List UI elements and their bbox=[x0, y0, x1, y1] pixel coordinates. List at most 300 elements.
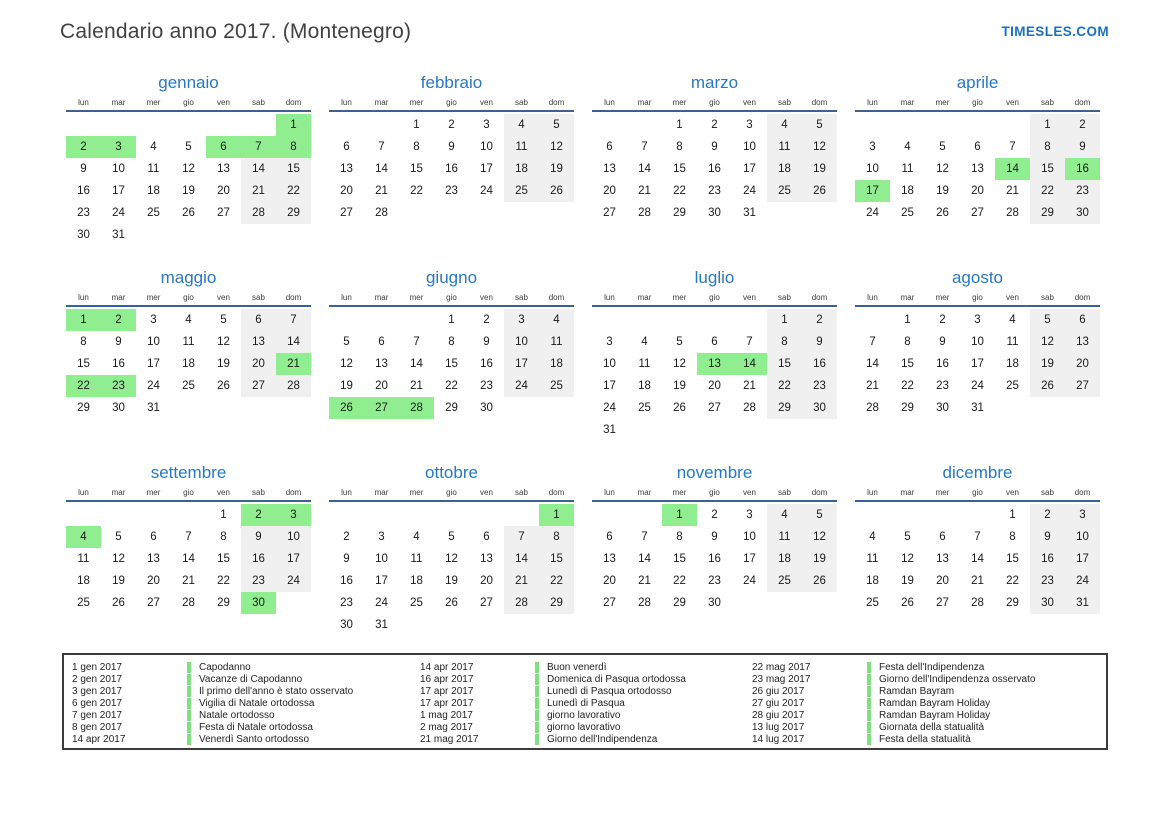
day-cell: 7 bbox=[641, 141, 648, 153]
weekday-label: ven bbox=[217, 293, 230, 302]
day-cell: 16 bbox=[445, 163, 458, 175]
day-cell: 17 bbox=[112, 185, 125, 197]
day-cell: 22 bbox=[1030, 180, 1065, 202]
weekday-label: mer bbox=[935, 488, 950, 497]
day-cell: 24 bbox=[147, 380, 160, 392]
weekday-label: mer bbox=[146, 293, 161, 302]
legend-date: 16 apr 2017 bbox=[420, 673, 474, 685]
day-cell: 31 bbox=[112, 229, 125, 241]
day-cell: 9 bbox=[483, 336, 490, 348]
day-cell: 31 bbox=[743, 207, 756, 219]
day-cell: 9 bbox=[939, 336, 946, 348]
weekday-label: lun bbox=[78, 293, 89, 302]
day-cell: 18 bbox=[539, 353, 574, 375]
empty-cell bbox=[364, 114, 399, 136]
empty-cell bbox=[592, 309, 627, 331]
weekday-label: mar bbox=[637, 293, 652, 302]
holiday-swatch-icon bbox=[867, 710, 871, 721]
day-cell: 29 bbox=[445, 402, 458, 414]
day-cell: 11 bbox=[182, 336, 195, 348]
empty-cell bbox=[627, 504, 662, 526]
day-cell: 4 bbox=[66, 526, 101, 548]
day-cell: 18 bbox=[410, 575, 423, 587]
day-cell: 4 bbox=[641, 336, 648, 348]
day-cell: 10 bbox=[276, 526, 311, 548]
day-cell: 18 bbox=[504, 158, 539, 180]
day-cell: 19 bbox=[217, 358, 230, 370]
day-cell: 20 bbox=[708, 380, 721, 392]
day-cell: 5 bbox=[1030, 309, 1065, 331]
weekday-label: ven bbox=[743, 98, 756, 107]
day-cell: 28 bbox=[276, 375, 311, 397]
holiday-swatch-icon bbox=[867, 722, 871, 733]
day-cell: 17 bbox=[971, 358, 984, 370]
day-cell: 22 bbox=[66, 375, 101, 397]
day-cell: 7 bbox=[974, 531, 981, 543]
day-cell: 13 bbox=[340, 163, 353, 175]
holiday-swatch-icon bbox=[187, 734, 191, 745]
day-cell: 15 bbox=[901, 358, 914, 370]
day-cell: 2 bbox=[711, 119, 718, 131]
month-settembre bbox=[66, 462, 311, 634]
empty-cell bbox=[592, 504, 627, 526]
weekday-label: ven bbox=[1006, 293, 1019, 302]
day-cell: 28 bbox=[182, 597, 195, 609]
day-cell: 4 bbox=[904, 141, 911, 153]
day-cell: 28 bbox=[638, 207, 651, 219]
day-cell: 16 bbox=[708, 553, 721, 565]
day-cell: 4 bbox=[1009, 314, 1016, 326]
holiday-swatch-icon bbox=[867, 686, 871, 697]
day-cell: 25 bbox=[767, 180, 802, 202]
legend-column bbox=[72, 660, 412, 746]
day-cell: 14 bbox=[241, 158, 276, 180]
holiday-swatch-icon bbox=[867, 662, 871, 673]
day-cell: 3 bbox=[974, 314, 981, 326]
day-cell: 13 bbox=[375, 358, 388, 370]
legend-holiday-name: Vacanze di Capodanno bbox=[199, 673, 303, 685]
weekday-label: gio bbox=[972, 98, 983, 107]
day-cell: 23 bbox=[708, 575, 721, 587]
weekday-label: dom bbox=[548, 98, 565, 107]
legend-item bbox=[72, 673, 412, 685]
empty-cell bbox=[697, 309, 732, 331]
day-cell: 4 bbox=[504, 114, 539, 136]
day-cell: 16 bbox=[708, 163, 721, 175]
day-cell: 15 bbox=[1030, 158, 1065, 180]
day-cell: 22 bbox=[673, 185, 686, 197]
day-cell: 12 bbox=[217, 336, 230, 348]
day-cell: 5 bbox=[676, 336, 683, 348]
holiday-swatch-icon bbox=[867, 698, 871, 709]
day-cell: 19 bbox=[901, 575, 914, 587]
day-cell: 27 bbox=[1065, 375, 1100, 397]
weekday-label: ven bbox=[480, 98, 493, 107]
weekday-label: sab bbox=[252, 98, 265, 107]
day-cell: 26 bbox=[182, 207, 195, 219]
day-cell: 3 bbox=[483, 119, 490, 131]
weekday-header-row bbox=[592, 488, 837, 502]
weekday-label: sab bbox=[778, 488, 791, 497]
days-grid bbox=[592, 309, 837, 441]
day-cell: 17 bbox=[147, 358, 160, 370]
weekday-label: sab bbox=[778, 293, 791, 302]
day-cell: 12 bbox=[802, 526, 837, 548]
holiday-swatch-icon bbox=[535, 710, 539, 721]
day-cell: 8 bbox=[1030, 136, 1065, 158]
weekday-label: dom bbox=[548, 488, 565, 497]
empty-cell bbox=[101, 114, 136, 136]
day-cell: 2 bbox=[939, 314, 946, 326]
legend-item bbox=[752, 673, 1098, 685]
empty-cell bbox=[171, 114, 206, 136]
day-cell: 1 bbox=[676, 119, 683, 131]
day-cell: 1 bbox=[767, 309, 802, 331]
empty-cell bbox=[136, 504, 171, 526]
day-cell: 23 bbox=[445, 185, 458, 197]
day-cell: 12 bbox=[539, 136, 574, 158]
empty-cell bbox=[364, 504, 399, 526]
legend-holiday-name: Giorno dell'Indipendenza bbox=[547, 733, 658, 745]
day-cell: 24 bbox=[480, 185, 493, 197]
day-cell: 13 bbox=[147, 553, 160, 565]
weekday-label: mer bbox=[409, 98, 424, 107]
day-cell: 22 bbox=[445, 380, 458, 392]
day-cell: 29 bbox=[77, 402, 90, 414]
legend-holiday-name: Lunedì di Pasqua ortodosso bbox=[547, 685, 672, 697]
legend-date: 14 lug 2017 bbox=[752, 733, 805, 745]
day-cell: 9 bbox=[802, 331, 837, 353]
day-cell: 31 bbox=[971, 402, 984, 414]
day-cell: 25 bbox=[77, 597, 90, 609]
weekday-header-row bbox=[855, 98, 1100, 112]
day-cell: 30 bbox=[708, 207, 721, 219]
day-cell: 24 bbox=[866, 207, 879, 219]
weekday-label: mer bbox=[672, 98, 687, 107]
day-cell: 1 bbox=[1030, 114, 1065, 136]
legend-item bbox=[752, 697, 1098, 709]
day-cell: 19 bbox=[112, 575, 125, 587]
day-cell: 6 bbox=[378, 336, 385, 348]
legend-holiday-name: giorno lavorativo bbox=[547, 721, 621, 733]
day-cell: 13 bbox=[936, 553, 949, 565]
day-cell: 25 bbox=[1006, 380, 1019, 392]
holiday-swatch-icon bbox=[535, 734, 539, 745]
legend-date: 2 gen 2017 bbox=[72, 673, 123, 685]
days-grid bbox=[855, 114, 1100, 224]
legend-holiday-name: Festa di Natale ortodossa bbox=[199, 721, 313, 733]
weekday-label: dom bbox=[285, 488, 302, 497]
empty-cell bbox=[627, 309, 662, 331]
day-cell: 13 bbox=[603, 553, 616, 565]
legend-date: 28 giu 2017 bbox=[752, 709, 805, 721]
day-cell: 20 bbox=[340, 185, 353, 197]
day-cell: 3 bbox=[1065, 504, 1100, 526]
day-cell: 29 bbox=[673, 597, 686, 609]
day-cell: 27 bbox=[936, 597, 949, 609]
day-cell: 8 bbox=[1009, 531, 1016, 543]
day-cell: 10 bbox=[375, 553, 388, 565]
day-cell: 25 bbox=[147, 207, 160, 219]
weekday-label: mer bbox=[146, 488, 161, 497]
legend-date: 17 apr 2017 bbox=[420, 685, 474, 697]
day-cell: 13 bbox=[697, 353, 732, 375]
day-cell: 29 bbox=[673, 207, 686, 219]
weekday-label: sab bbox=[515, 98, 528, 107]
weekday-label: sab bbox=[1041, 488, 1054, 497]
weekday-label: lun bbox=[867, 293, 878, 302]
weekday-header-row bbox=[66, 293, 311, 307]
weekday-label: gio bbox=[972, 293, 983, 302]
day-cell: 23 bbox=[480, 380, 493, 392]
weekday-label: sab bbox=[1041, 293, 1054, 302]
weekday-header-row bbox=[855, 293, 1100, 307]
day-cell: 26 bbox=[936, 207, 949, 219]
legend-item bbox=[72, 709, 412, 721]
day-cell: 27 bbox=[147, 597, 160, 609]
legend-column bbox=[420, 660, 744, 746]
day-cell: 17 bbox=[855, 180, 890, 202]
legend-date: 6 gen 2017 bbox=[72, 697, 123, 709]
day-cell: 13 bbox=[1065, 331, 1100, 353]
month-aprile bbox=[855, 72, 1100, 244]
legend-item bbox=[420, 733, 744, 745]
days-grid bbox=[329, 309, 574, 419]
day-cell: 18 bbox=[767, 548, 802, 570]
month-marzo bbox=[592, 72, 837, 244]
weekday-label: mer bbox=[409, 293, 424, 302]
day-cell: 29 bbox=[539, 592, 574, 614]
days-grid bbox=[855, 309, 1100, 419]
day-cell: 15 bbox=[410, 163, 423, 175]
day-cell: 16 bbox=[936, 358, 949, 370]
month-maggio bbox=[66, 267, 311, 439]
day-cell: 25 bbox=[638, 402, 651, 414]
weekday-label: mar bbox=[111, 293, 126, 302]
legend-item bbox=[752, 721, 1098, 733]
weekday-label: dom bbox=[548, 293, 565, 302]
day-cell: 15 bbox=[445, 358, 458, 370]
weekday-label: lun bbox=[867, 98, 878, 107]
legend-date: 14 apr 2017 bbox=[72, 733, 126, 745]
holiday-legend bbox=[62, 653, 1108, 750]
day-cell: 28 bbox=[638, 597, 651, 609]
day-cell: 7 bbox=[869, 336, 876, 348]
month-title: gennaio bbox=[158, 73, 219, 92]
day-cell: 6 bbox=[974, 141, 981, 153]
holiday-swatch-icon bbox=[187, 722, 191, 733]
day-cell: 27 bbox=[217, 207, 230, 219]
day-cell: 27 bbox=[480, 597, 493, 609]
day-cell: 18 bbox=[182, 358, 195, 370]
day-cell: 6 bbox=[241, 309, 276, 331]
day-cell: 29 bbox=[276, 202, 311, 224]
legend-holiday-name: Capodanno bbox=[199, 661, 251, 673]
legend-date: 23 mag 2017 bbox=[752, 673, 811, 685]
day-cell: 15 bbox=[1006, 553, 1019, 565]
day-cell: 17 bbox=[504, 353, 539, 375]
day-cell: 31 bbox=[375, 619, 388, 631]
weekday-header-row bbox=[329, 98, 574, 112]
month-novembre bbox=[592, 462, 837, 634]
day-cell: 9 bbox=[711, 141, 718, 153]
day-cell: 7 bbox=[185, 531, 192, 543]
day-cell: 5 bbox=[448, 531, 455, 543]
day-cell: 27 bbox=[603, 597, 616, 609]
day-cell: 21 bbox=[1006, 185, 1019, 197]
day-cell: 13 bbox=[971, 163, 984, 175]
holiday-swatch-icon bbox=[535, 698, 539, 709]
day-cell: 14 bbox=[866, 358, 879, 370]
day-cell: 12 bbox=[901, 553, 914, 565]
weekday-label: mer bbox=[935, 293, 950, 302]
legend-item bbox=[420, 709, 744, 721]
empty-cell bbox=[101, 504, 136, 526]
day-cell: 22 bbox=[767, 375, 802, 397]
empty-cell bbox=[329, 504, 364, 526]
day-cell: 21 bbox=[410, 380, 423, 392]
weekday-label: lun bbox=[604, 488, 615, 497]
day-cell: 26 bbox=[217, 380, 230, 392]
weekday-label: gio bbox=[446, 98, 457, 107]
day-cell: 15 bbox=[77, 358, 90, 370]
days-grid bbox=[66, 114, 311, 246]
day-cell: 30 bbox=[340, 619, 353, 631]
weekday-label: gio bbox=[183, 98, 194, 107]
month-title: marzo bbox=[690, 73, 739, 92]
weekday-header-row bbox=[66, 488, 311, 502]
day-cell: 1 bbox=[66, 309, 101, 331]
day-cell: 26 bbox=[329, 397, 364, 419]
day-cell: 30 bbox=[112, 402, 125, 414]
day-cell: 10 bbox=[112, 163, 125, 175]
weekday-label: sab bbox=[515, 293, 528, 302]
day-cell: 25 bbox=[539, 375, 574, 397]
day-cell: 25 bbox=[182, 380, 195, 392]
day-cell: 21 bbox=[276, 353, 311, 375]
day-cell: 9 bbox=[448, 141, 455, 153]
day-cell: 24 bbox=[1065, 570, 1100, 592]
day-cell: 3 bbox=[101, 136, 136, 158]
legend-holiday-name: Ramdan Bayram bbox=[879, 685, 955, 697]
holiday-swatch-icon bbox=[187, 710, 191, 721]
day-cell: 2 bbox=[802, 309, 837, 331]
day-cell: 8 bbox=[220, 531, 227, 543]
holiday-swatch-icon bbox=[867, 674, 871, 685]
empty-cell bbox=[434, 504, 469, 526]
day-cell: 23 bbox=[708, 185, 721, 197]
legend-item bbox=[420, 721, 744, 733]
day-cell: 30 bbox=[1065, 202, 1100, 224]
day-cell: 1 bbox=[539, 504, 574, 526]
weekday-label: mar bbox=[374, 293, 389, 302]
day-cell: 1 bbox=[448, 314, 455, 326]
day-cell: 1 bbox=[662, 504, 697, 526]
day-cell: 16 bbox=[802, 353, 837, 375]
day-cell: 15 bbox=[673, 163, 686, 175]
empty-cell bbox=[241, 114, 276, 136]
brand-link[interactable]: TIMESLES.COM bbox=[1001, 24, 1109, 39]
page-header bbox=[0, 0, 1169, 44]
day-cell: 28 bbox=[866, 402, 879, 414]
day-cell: 4 bbox=[150, 141, 157, 153]
day-cell: 17 bbox=[276, 548, 311, 570]
month-dicembre bbox=[855, 462, 1100, 634]
holiday-swatch-icon bbox=[187, 698, 191, 709]
weekday-label: gio bbox=[446, 488, 457, 497]
day-cell: 16 bbox=[340, 575, 353, 587]
month-title: febbraio bbox=[420, 73, 483, 92]
day-cell: 4 bbox=[767, 504, 802, 526]
day-cell: 3 bbox=[869, 141, 876, 153]
legend-item bbox=[420, 661, 744, 673]
weekday-label: gio bbox=[183, 293, 194, 302]
days-grid bbox=[66, 309, 311, 419]
empty-cell bbox=[627, 114, 662, 136]
day-cell: 8 bbox=[448, 336, 455, 348]
day-cell: 2 bbox=[343, 531, 350, 543]
day-cell: 23 bbox=[101, 375, 136, 397]
day-cell: 22 bbox=[217, 575, 230, 587]
day-cell: 22 bbox=[539, 570, 574, 592]
day-cell: 18 bbox=[866, 575, 879, 587]
day-cell: 24 bbox=[375, 597, 388, 609]
days-grid bbox=[329, 114, 574, 224]
day-cell: 26 bbox=[673, 402, 686, 414]
day-cell: 28 bbox=[504, 592, 539, 614]
weekday-label: dom bbox=[811, 98, 828, 107]
legend-date: 22 mag 2017 bbox=[752, 661, 811, 673]
day-cell: 22 bbox=[410, 185, 423, 197]
legend-holiday-name: Lunedì di Pasqua bbox=[547, 697, 625, 709]
legend-item bbox=[752, 685, 1098, 697]
day-cell: 9 bbox=[1065, 136, 1100, 158]
weekday-label: mer bbox=[672, 488, 687, 497]
day-cell: 6 bbox=[483, 531, 490, 543]
legend-date: 26 giu 2017 bbox=[752, 685, 805, 697]
day-cell: 2 bbox=[1065, 114, 1100, 136]
day-cell: 14 bbox=[182, 553, 195, 565]
day-cell: 23 bbox=[802, 375, 837, 397]
day-cell: 26 bbox=[802, 180, 837, 202]
day-cell: 13 bbox=[603, 163, 616, 175]
weekday-label: mer bbox=[672, 293, 687, 302]
legend-date: 8 gen 2017 bbox=[72, 721, 123, 733]
day-cell: 20 bbox=[936, 575, 949, 587]
days-grid bbox=[66, 504, 311, 614]
day-cell: 1 bbox=[220, 509, 227, 521]
day-cell: 7 bbox=[241, 136, 276, 158]
day-cell: 8 bbox=[276, 136, 311, 158]
empty-cell bbox=[995, 114, 1030, 136]
day-cell: 21 bbox=[241, 180, 276, 202]
day-cell: 11 bbox=[638, 358, 651, 370]
empty-cell bbox=[855, 114, 890, 136]
day-cell: 23 bbox=[340, 597, 353, 609]
day-cell: 16 bbox=[241, 548, 276, 570]
day-cell: 8 bbox=[676, 141, 683, 153]
day-cell: 11 bbox=[866, 553, 879, 565]
weekday-label: sab bbox=[778, 98, 791, 107]
day-cell: 5 bbox=[115, 531, 122, 543]
day-cell: 26 bbox=[901, 597, 914, 609]
legend-date: 3 gen 2017 bbox=[72, 685, 123, 697]
day-cell: 30 bbox=[708, 597, 721, 609]
day-cell: 5 bbox=[539, 114, 574, 136]
holiday-swatch-icon bbox=[535, 662, 539, 673]
day-cell: 5 bbox=[343, 336, 350, 348]
empty-cell bbox=[364, 309, 399, 331]
